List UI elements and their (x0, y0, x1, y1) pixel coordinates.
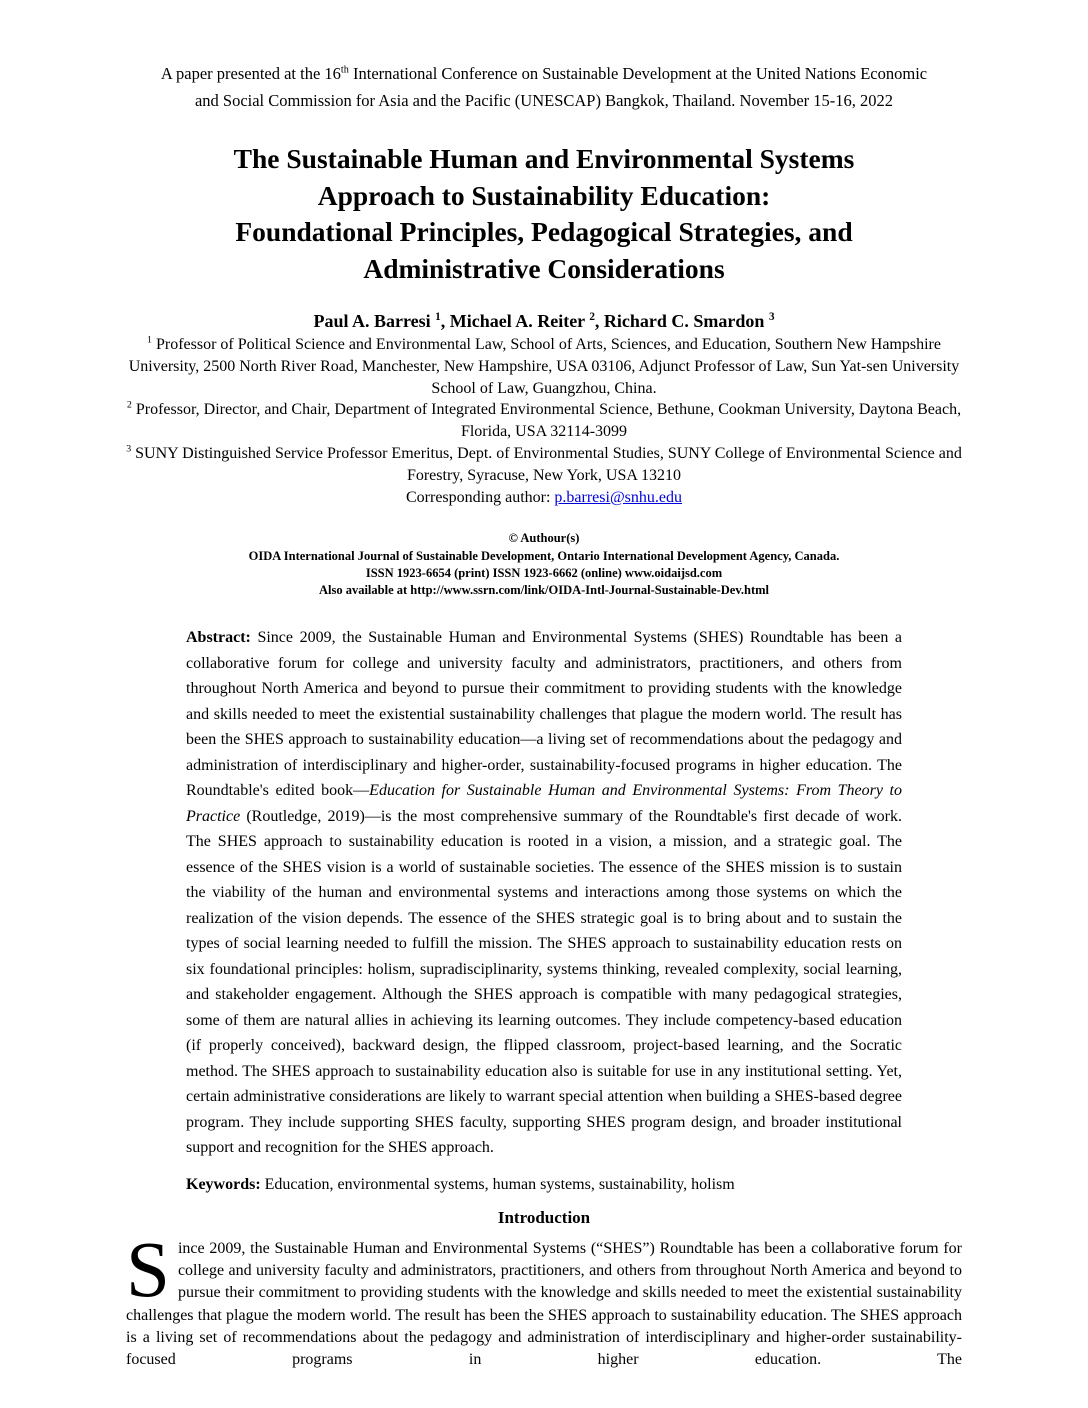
cited-book-title: Education for Sustainable Human and Environmental Systems: From Theory to Practice (186, 782, 902, 825)
affiliation-1-text: Professor of Political Science and Environmental Law, School of Arts, Sciences, and Education, Southern New Hampshire University, 2500 North River Road, Manchester, New Hampshire, USA 03106, Adjunct Professor of Law, Sun Yat-sen University School of Law, Guangzhou, China. (128, 336, 960, 397)
introduction-paragraph (126, 1226, 962, 1372)
author-line (0, 309, 1088, 333)
introduction-heading: Introduction (497, 1207, 591, 1227)
affiliation-1 (126, 334, 962, 399)
title-line-3: Foundational Principles, Pedagogical Strategies, and (235, 216, 853, 247)
affiliations-block (126, 334, 962, 508)
title-line-2: Approach to Sustainability Education: (317, 179, 771, 211)
conference-note-line2: and Social Commission for Asia and the Pacific (UNESCAP) Bangkok, Thailand. November 15-16, 2022 (194, 91, 894, 110)
conference-note-line1: A paper presented at the 16 (160, 64, 341, 83)
abstract-text-2: (Routledge, 2019)—is the most comprehensive summary of the Roundtable's first decade of work. The SHES approach to sustainability education is rooted in a vision, a mission, and a strategic goal. The essence of the SHES vision is a world of sustainable societies. The essence of the SHES mission is to sustain the viability of the human and environmental systems and interactions among those systems on which the realization of the vision depends. The essence of the SHES strategic goal is to bring about and to sustain the types of social learning needed to fulfill the mission. The SHES approach to sustainability education rests on six foundational principles: holism, supradisciplinarity, systems thinking, revealed complexity, social learning, and stakeholder engagement. Although the SHES approach is compatible with many pedagogical strategies, some of them are natural allies in achieving its learning outcomes. They include competency-based education (if properly conceived), backward design, the flipped classroom, project-based learning, and the Socratic method. The SHES approach to sustainability education also is suitable for use in any institutional setting. Yet, certain administrative considerations are likely to warrant special attention when building a SHES-based degree program. They include supporting SHES faculty, supporting SHES program design, and broader institutional support and recognition for the SHES approach. (186, 807, 902, 1157)
journal-line: OIDA International Journal of Sustainable Development, Ontario International Development Agency, Canada. (248, 548, 840, 563)
author-3-affiliation-mark: 3 (768, 311, 775, 323)
affiliation-3-mark: 3 (126, 443, 132, 455)
affiliation-2-mark: 2 (126, 400, 132, 412)
keywords-text: Education, environmental systems, human systems, sustainability, holism (264, 1175, 735, 1193)
email-link[interactable]: p.barresi@snhu.edu (554, 488, 682, 506)
title-line-1: The Sustainable Human and Environmental Systems (233, 143, 855, 174)
paper-title (94, 141, 994, 287)
author-3: , Richard C. Smardon (594, 311, 769, 331)
affiliation-1-mark: 1 (147, 334, 152, 346)
affiliation-2 (126, 399, 962, 443)
copyright-line: © Authour(s) (508, 531, 580, 546)
corresponding-author-label: Corresponding author: (405, 488, 555, 506)
author-2: , Michael A. Reiter (440, 311, 590, 331)
affiliation-3 (126, 443, 962, 487)
author-1-affiliation-mark: 1 (435, 311, 441, 323)
author-2-affiliation-mark: 2 (589, 311, 595, 323)
keywords-line (186, 1174, 902, 1196)
abstract-paragraph (186, 625, 902, 1161)
abstract-label: Abstract: (186, 629, 258, 647)
conference-note (74, 0, 1014, 114)
drop-cap: S (126, 1226, 170, 1314)
author-1: Paul A. Barresi (313, 311, 436, 331)
publisher-block (0, 530, 1088, 599)
corresponding-author-line (126, 487, 962, 509)
affiliation-3-text: SUNY Distinguished Service Professor Emeritus, Dept. of Environmental Studies, SUNY College of Environmental Science and Forestry, Syracuse, New York, USA 13210 (131, 444, 962, 484)
keywords-label: Keywords: (186, 1175, 265, 1193)
conference-note-line1-rest: International Conference on Sustainable Development at the United Nations Economic (348, 64, 928, 83)
ordinal-superscript: th (340, 64, 349, 76)
abstract-text-1: Since 2009, the Sustainable Human and Environmental Systems (SHES) Roundtable has been a collaborative forum for college and university faculty and administrators, practitioners, and others from throughout North America and beyond to pursue their commitment to providing students with the knowledge and skills needed to meet the existential sustainability challenges that plague the modern world. The result has been the SHES approach to sustainability education—a living set of recommendations about the pedagogy and administration of interdisciplinary and higher-order, sustainability-focused programs in higher education. The Roundtable's edited book— (186, 629, 903, 800)
introduction-text: ince 2009, the Sustainable Human and Environmental Systems (“SHES”) Roundtable has been a collaborative forum for college and university faculty and administrators, practitioners, and others from throughout North America and beyond to pursue their commitment to providing students with the knowledge and skills needed to meet the existential sustainability challenges that plague the modern world. The result has been the SHES approach to sustainability education. The SHES approach is a living set of recommendations about the pedagogy and administration of interdisciplinary and higher-order sustainability-focused programs in higher education. The (126, 1239, 962, 1369)
title-line-4: Administrative Considerations (363, 252, 725, 284)
affiliation-2-text: Professor, Director, and Chair, Department of Integrated Environmental Science, Bethune, Cookman University, Daytona Beach, Florida, USA 32114-3099 (131, 401, 962, 441)
ssrn-availability-line: Also available at http://www.ssrn.com/link/OIDA-Intl-Journal-Sustainable-Dev.html (318, 582, 770, 597)
issn-line: ISSN 1923-6654 (print) ISSN 1923-6662 (online) www.oidaijsd.com (365, 565, 723, 580)
